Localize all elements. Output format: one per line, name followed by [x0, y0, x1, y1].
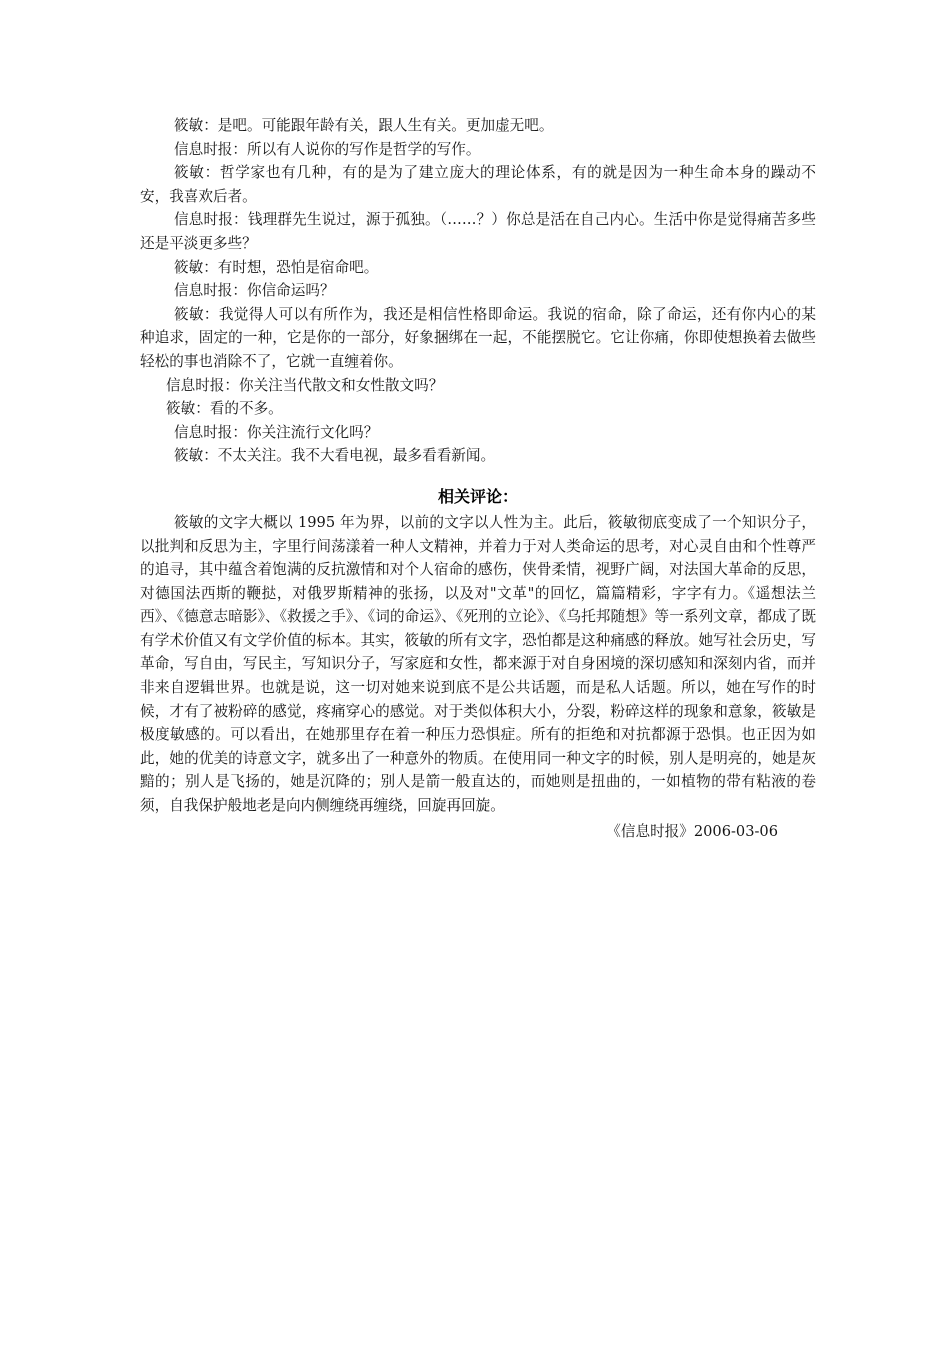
document-body: [140, 114, 816, 843]
interview-line: 筱敏：哲学家也有几种，有的是为了建立庞大的理论体系，有的就是因为一种生命本身的躁动不安，我喜欢后者。: [140, 164, 816, 205]
interview-line: 信息时报：你关注流行文化吗？: [174, 423, 379, 441]
interview-line: 筱敏：看的不多。: [166, 400, 283, 418]
interview-line: 筱敏：我觉得人可以有所作为，我还是相信性格即命运。我说的宿命，除了命运，还有你内心的某种追求，固定的一种，它是你的一部分，好象捆绑在一起，不能摆脱它。它让你痛，你即使想换着去做些轻松的事也消除不了，它就一直缠着你。: [140, 305, 816, 370]
interview-line: 筱敏：是吧。可能跟年龄有关，跟人生有关。更加虚无吧。: [174, 117, 554, 134]
interview-line: 信息时报：你关注当代散文和女性散文吗？: [166, 376, 444, 394]
interview-line: 筱敏：不太关注。我不大看电视，最多看看新闻。: [174, 447, 496, 465]
review-heading: 相关评论：: [437, 486, 518, 506]
interview-line: 筱敏：有时想，恐怕是宿命吧。: [174, 258, 379, 276]
source-citation: 《信息时报》2006-03-06: [606, 822, 778, 840]
interview-line: 信息时报：你信命运吗？: [174, 282, 335, 300]
interview-line: 信息时报：钱理群先生说过，源于孤独。（……？）你总是活在自己内心。生活中你是觉得痛苦多些还是平淡更多些？: [140, 211, 816, 252]
review-paragraph: 筱敏的文字大概以 1995 年为界，以前的文字以人性为主。此后，筱敏彻底变成了一个知识分子，以批判和反思为主，字里行间荡漾着一种人文精神，并着力于对人类命运的思考，对心灵自由和个性尊严的追寻，其中蕴含着饱满的反抗激情和对个人宿命的感伤，侠骨柔情，视野广阔，对法国大革命的反思，对德国法西斯的鞭挞，对俄罗斯精神的张扬，以及对"文革"的回忆，篇篇精彩，字字有力。《遥想法兰西》、《德意志暗影》、《救援之手》、《词的命运》、《死刑的立论》、《乌托邦随想》等一系列文章，都成了既有学术价值又有文学价值的标本。其实，筱敏的所有文字，恐怕都是这种痛感的释放。她写社会历史，写革命，写自由，写民主，写知识分子，写家庭和女性，都来源于对自身困境的深切感知和深刻内省，而并非来自逻辑世界。也就是说，这一切对她来说到底不是公共话题，而是私人话题。所以，她在写作的时候，才有了被粉碎的感觉，疼痛穿心的感觉。对于类似体积大小，分裂，粉碎这样的现象和意象，筱敏是极度敏感的。可以看出，在她那里存在着一种压力恐惧症。所有的拒绝和对抗都源于恐惧。也正因为如此，她的优美的诗意文字，就多出了一种意外的物质。在使用同一种文字的时候，别人是明亮的，她是灰黯的；别人是飞扬的，她是沉降的；别人是箭一般直达的，而她则是扭曲的，一如植物的带有粘液的卷须，自我保护般地老是向内侧缠绕再缠绕，回旋再回旋。: [140, 513, 816, 815]
interview-line: 信息时报：所以有人说你的写作是哲学的写作。: [174, 140, 481, 158]
